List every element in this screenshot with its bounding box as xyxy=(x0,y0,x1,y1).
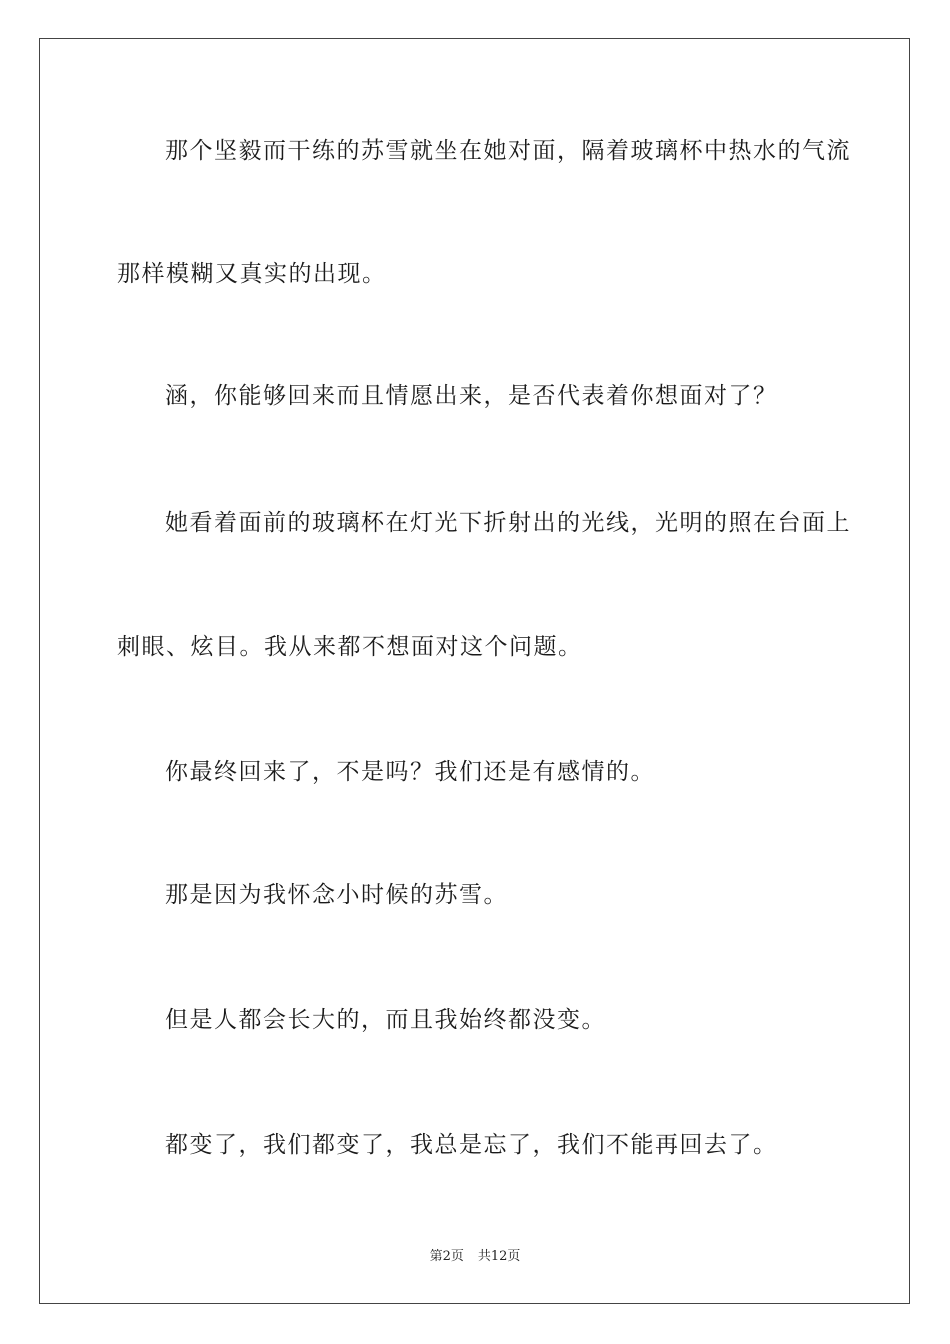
paragraph-line: 都变了，我们都变了，我总是忘了，我们不能再回去了。 xyxy=(165,1132,778,1158)
page-footer xyxy=(0,1245,950,1264)
paragraph-line: 但是人都会长大的，而且我始终都没变。 xyxy=(165,1007,606,1033)
paragraph-line: 你最终回来了，不是吗？我们还是有感情的。 xyxy=(165,759,655,785)
paragraph-line: 那样模糊又真实的出现。 xyxy=(117,261,387,287)
page-number: 第2页 xyxy=(429,1249,464,1264)
paragraph-line: 她看着面前的玻璃杯在灯光下折射出的光线，光明的照在台面上 xyxy=(165,510,851,536)
paragraph-line: 刺眼、炫目。我从来都不想面对这个问题。 xyxy=(117,634,583,660)
page-total: 共12页 xyxy=(477,1249,521,1264)
page-border xyxy=(39,38,910,1304)
paragraph-line: 那个坚毅而干练的苏雪就坐在她对面，隔着玻璃杯中热水的气流 xyxy=(165,138,851,164)
paragraph-line: 涵，你能够回来而且情愿出来，是否代表着你想面对了？ xyxy=(165,383,778,409)
paragraph-line: 那是因为我怀念小时候的苏雪。 xyxy=(165,882,508,908)
